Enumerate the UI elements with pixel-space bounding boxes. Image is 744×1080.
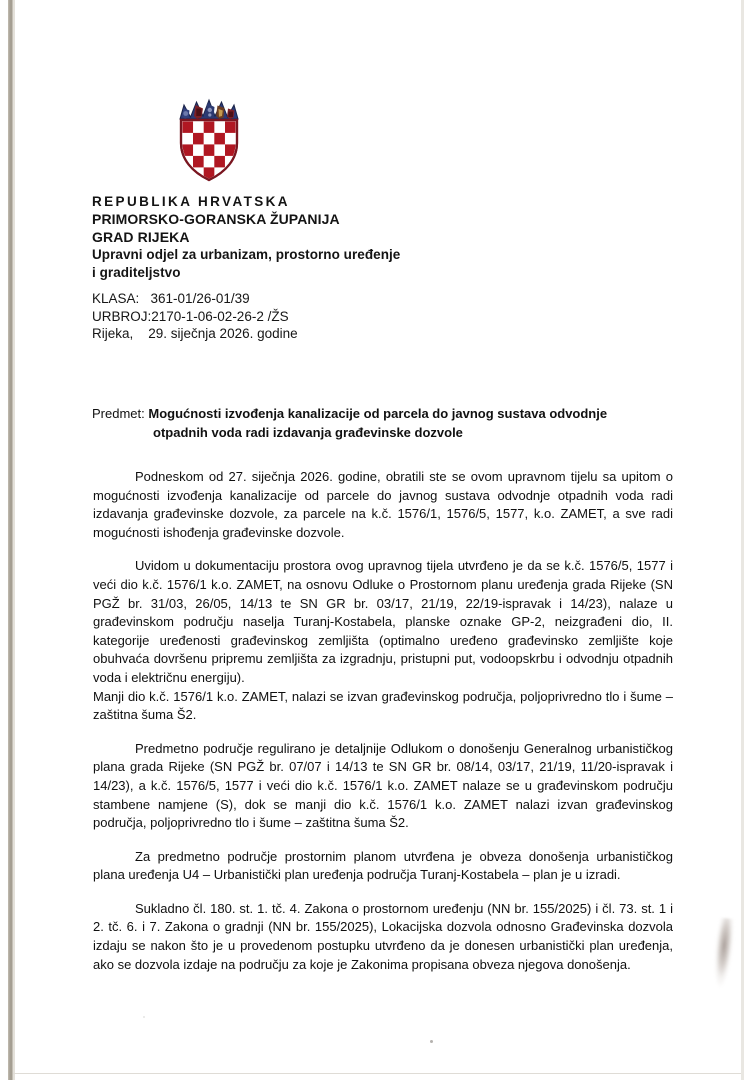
reference-block	[92, 290, 472, 343]
urbroj-line: URBROJ:2170-1-06-02-26-2 /ŽS	[92, 308, 289, 324]
header-county-line: PRIMORSKO-GORANSKA ŽUPANIJA	[92, 211, 340, 227]
scan-edge-left-inner-artifact	[13, 0, 15, 1080]
croatian-coat-of-arms-icon	[176, 97, 242, 183]
subject-text-line-2: otpadnih voda radi izdavanja građevinske dozvole	[153, 425, 463, 440]
header-republic-line: REPUBLIKA HRVATSKA	[92, 194, 290, 209]
subject-text-line-1: Mogućnosti izvođenja kanalizacije od parcela do javnog sustava odvodnje	[148, 406, 608, 421]
subject-first-row	[92, 404, 677, 423]
body-paragraph-5: Sukladno čl. 180. st. 1. tč. 4. Zakona o prostornom uređenju (NN br. 155/2025) i čl. 73. st. 1 i 2. tč. 6. i 7. Zakona o gradnji (NN br. 155/2025), Lokacijska dozvola odnosno Građevinska dozvola izdaju se nakon što je u provedenom postupku utvrđeno da je donesen urbanistički plan uređenja, ako se dozvola izdaje na području za koje je Zakonima propisana obveza njegova donošenja.	[93, 900, 673, 972]
body-paragraph-3: Predmetno područje regulirano je detaljnije Odlukom o donošenju Generalnog urbanističkog plana grada Rijeke (SN PGŽ br. 07/07 i 14/13 te SN GR br. 08/14, 03/17, 21/19, 11/20-ispravak i 14/23), a k.č. 1576/5, 1577 i veći dio k.č. 1576/1 k.o. ZAMET nalaze se u građevinskom području stambene namjene (S), dok se manji dio k.č. 1576/1 k.o. ZAMET nalazi izvan građevinskog područja, poljoprivredno tlo i šume – zaštitna šuma Š2.	[93, 740, 673, 831]
subject-block	[92, 404, 677, 442]
klasa-line: KLASA: 361-01/26-01/39	[92, 291, 250, 306]
document-body	[93, 468, 673, 974]
header-city-line: GRAD RIJEKA	[92, 229, 190, 245]
scan-speck-artifact	[143, 1016, 145, 1018]
header-department-line-1: Upravni odjel za urbanizam, prostorno uređenje	[92, 247, 401, 262]
scan-speck-artifact	[430, 1040, 433, 1043]
body-paragraph-2: Uvidom u dokumentaciju prostora ovog upravnog tijela utvrđeno je da se k.č. 1576/5, 1577 i veći dio k.č. 1576/1 k.o. ZAMET, na osnovu Odluke o Prostornom planu uređenja grada Rijeke (SN PGŽ br. 31/03, 26/05, 14/13 te SN GR br. 03/17, 21/19, 22/19-ispravak i 14/23), nalaze u građevinskom području naselja Turanj-Kostabela, planske oznake GP-2, neizgrađeni dio, II. kategorije uređenosti građevinskog zemljišta (optimalno uređeno građevinsko zemljište koje obuhvaća dovršenu pripremu zemljišta za izgradnju, pristupni put, vodoopskrbu i odvodnju otpadnih voda i električnu energiju).	[93, 558, 673, 685]
body-paragraph-4: Za predmetno područje prostornim planom utvrđena je obveza donošenja urbanističkog plana uređenja U4 – Urbanistički plan uređenja područja Turanj-Kostabela – plan je u izradi.	[93, 848, 673, 883]
place-date-line: Rijeka, 29. siječnja 2026. godine	[92, 326, 298, 341]
header-department-line-2: i graditeljstvo	[92, 265, 181, 280]
scan-edge-bottom-artifact	[13, 1073, 741, 1074]
scan-smudge-artifact	[708, 917, 736, 997]
institution-header	[92, 193, 512, 282]
body-paragraph-1: Podneskom od 27. siječnja 2026. godine, obratili ste se ovom upravnom tijelu sa upitom o mogućnosti izvođenja kanalizacije od parcele do javnog sustava odvodnje otpadnih voda radi izdavanja građevinske dozvole, za parcele na k.č. 1576/1, 1576/5, 1577, k.o. ZAMET, a sve radi mogućnosti ishođenja građevinske dozvole.	[93, 469, 673, 540]
body-paragraph-2b: Manji dio k.č. 1576/1 k.o. ZAMET, nalazi se izvan građevinskog područja, poljoprivredno tlo i šume – zaštitna šuma Š2.	[93, 688, 673, 723]
subject-label: Predmet:	[92, 406, 145, 421]
